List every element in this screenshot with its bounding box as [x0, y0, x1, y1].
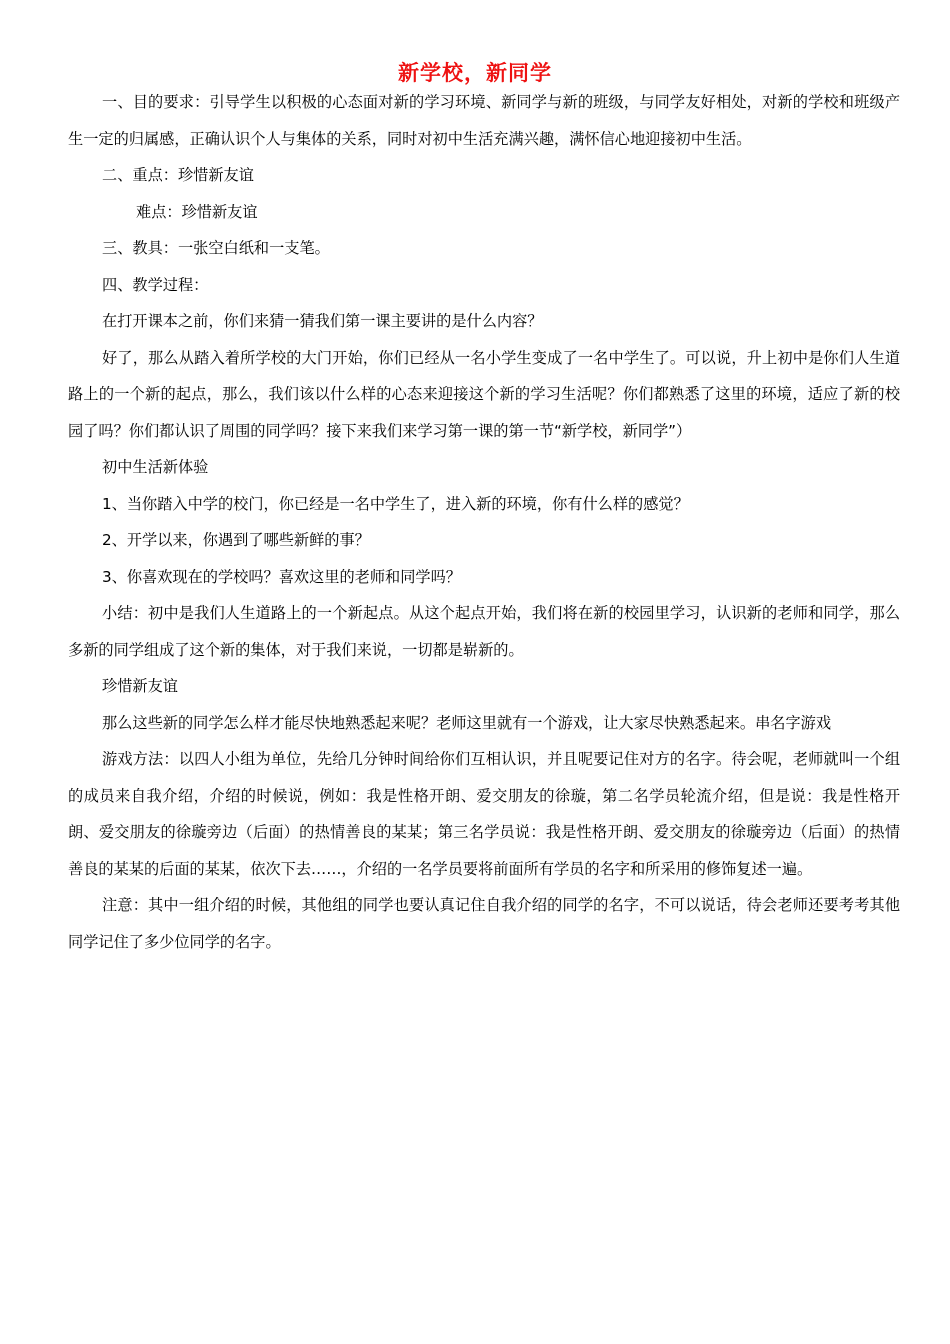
- paragraph-opening-question: 在打开课本之前，你们来猜一猜我们第一课主要讲的是什么内容？: [102, 312, 543, 330]
- paragraph-game-method: 游戏方法：以四人小组为单位，先给几分钟时间给你们互相认识，并且呢要记住对方的名字。待会呢，老师就叫一个组的成员来自我介绍，介绍的时候说，例如：我是性格开朗、爱交朋友的徐璇，第二名学员轮流介绍，但是说：我是性格开朗、爱交朋友的徐璇旁边（后面）的热情善良的某某；第三名学员说：我是性格开朗、爱交朋友的徐璇旁边（后面）的热情善良的某某的后面的某某，依次下去……，介绍的一名学员要将前面所有学员的名字和所采用的修饰复述一遍。: [68, 750, 900, 878]
- paragraph-introduction: 好了，那么从踏入着所学校的大门开始，你们已经从一名小学生变成了一名中学生了。可以说，升上初中是你们人生道路上的一个新的起点，那么，我们该以什么样的心态来迎接这个新的学习生活呢？你们都熟悉了这里的环境，适应了新的校园了吗？你们都认识了周围的同学吗？接下来我们来学习第一课的第一节“新学校，新同学”）: [68, 348, 900, 440]
- paragraph-difficulty: 难点：珍惜新友谊: [136, 202, 258, 221]
- paragraph-key-point: 二、重点：珍惜新友谊: [102, 166, 254, 184]
- paragraph-game-intro: 那么这些新的同学怎么样才能尽快地熟悉起来呢？老师这里就有一个游戏，让大家尽快熟悉起来。串名字游戏: [102, 713, 831, 732]
- paragraph-summary: 小结：初中是我们人生道路上的一个新起点。从这个起点开始，我们将在新的校园里学习，认识新的老师和同学，那么多新的同学组成了这个新的集体，对于我们来说，一切都是崭新的。: [68, 604, 900, 659]
- question-1: 1、当你踏入中学的校门，你已经是一名中学生了，进入新的环境，你有什么样的感觉？: [102, 494, 689, 513]
- section-heading-experience: 初中生活新体验: [102, 458, 209, 476]
- section-heading-friendship: 珍惜新友谊: [102, 677, 178, 695]
- document-title: 新学校，新同学: [398, 61, 552, 85]
- paragraph-note: 注意：其中一组介绍的时候，其他组的同学也要认真记住自我介绍的同学的名字，不可以说话，待会老师还要考考其他同学记住了多少位同学的名字。: [68, 896, 900, 951]
- paragraph-objectives: 一、目的要求：引导学生以积极的心态面对新的学习环境、新同学与新的班级，与同学友好相处，对新的学校和班级产生一定的归属感，正确认识个人与集体的关系，同时对初中生活充满兴趣，满怀信心地迎接初中生活。: [68, 93, 900, 148]
- question-2: 2、开学以来，你遇到了哪些新鲜的事？: [102, 531, 370, 549]
- paragraph-process-heading: 四、教学过程：: [102, 275, 209, 294]
- document-body: [68, 84, 900, 960]
- paragraph-teaching-aids: 三、教具：一张空白纸和一支笔。: [102, 239, 330, 257]
- question-3: 3、你喜欢现在的学校吗？喜欢这里的老师和同学吗？: [102, 567, 461, 586]
